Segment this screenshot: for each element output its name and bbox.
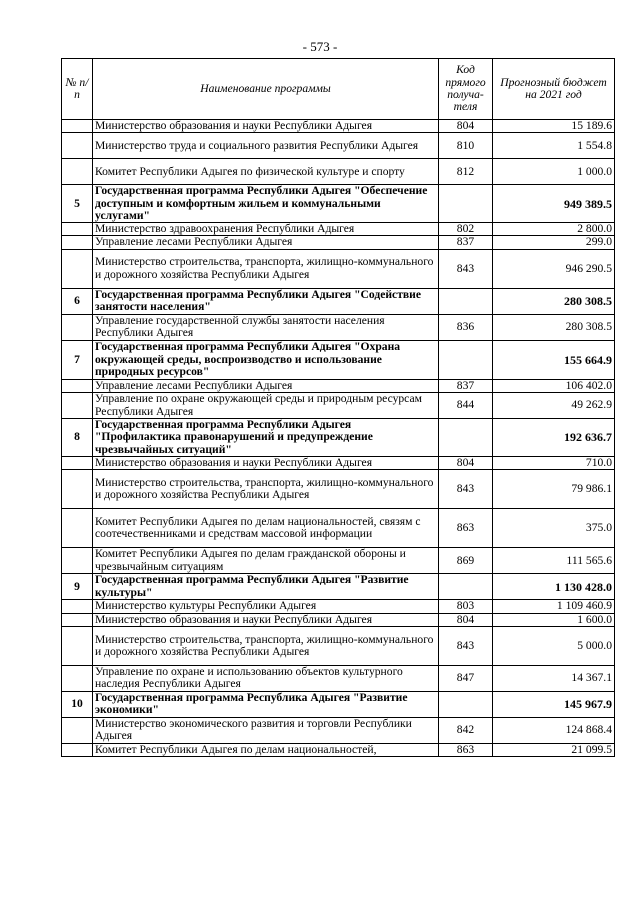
table-row	[62, 159, 615, 185]
table-row	[62, 393, 615, 419]
budget-amount: 1 600.0	[493, 613, 615, 626]
program-row	[62, 185, 615, 223]
row-number	[62, 223, 93, 236]
budget-amount: 299.0	[493, 236, 615, 249]
recipient-code: 843	[439, 249, 493, 288]
budget-amount: 1 554.8	[493, 133, 615, 159]
program-name: Министерство труда и социального развития Республики Адыгея	[93, 133, 439, 159]
row-number	[62, 717, 93, 743]
budget-amount: 155 664.9	[493, 340, 615, 379]
recipient-code: 812	[439, 159, 493, 185]
recipient-code: 844	[439, 393, 493, 419]
row-number: 6	[62, 288, 93, 314]
program-name: Комитет Республики Адыгея по делам национальностей, связям с соотечественниками и средствам массовой информации	[93, 509, 439, 548]
table-row	[62, 717, 615, 743]
program-name: Министерство здравоохранения Республики Адыгея	[93, 223, 439, 236]
table-row	[62, 743, 615, 756]
recipient-code: 863	[439, 743, 493, 756]
table-row	[62, 548, 615, 574]
recipient-code: 837	[439, 379, 493, 392]
budget-amount: 1 000.0	[493, 159, 615, 185]
program-name: Министерство образования и науки Республики Адыгея	[93, 613, 439, 626]
program-name: Министерство строительства, транспорта, жилищно-коммунального и дорожного хозяйства Республики Адыгея	[93, 470, 439, 509]
program-name: Министерство культуры Республики Адыгея	[93, 600, 439, 613]
row-number	[62, 626, 93, 665]
program-name: Государственная программа Республики Адыгея "Содействие занятости населения"	[93, 288, 439, 314]
recipient-code: 869	[439, 548, 493, 574]
table-header-row	[62, 59, 615, 120]
budget-amount: 710.0	[493, 456, 615, 469]
table-row	[62, 600, 615, 613]
table-row	[62, 223, 615, 236]
program-name: Государственная программа Республика Адыгея "Развитие экономики"	[93, 691, 439, 717]
program-name: Министерство образования и науки Республики Адыгея	[93, 120, 439, 133]
recipient-code	[439, 574, 493, 600]
row-number	[62, 743, 93, 756]
row-number	[62, 613, 93, 626]
budget-amount: 15 189.6	[493, 120, 615, 133]
budget-amount: 946 290.5	[493, 249, 615, 288]
row-number	[62, 665, 93, 691]
recipient-code	[439, 691, 493, 717]
row-number: 5	[62, 185, 93, 223]
row-number: 7	[62, 340, 93, 379]
budget-amount: 192 636.7	[493, 419, 615, 457]
recipient-code: 843	[439, 470, 493, 509]
recipient-code: 836	[439, 314, 493, 340]
table-row	[62, 314, 615, 340]
recipient-code: 863	[439, 509, 493, 548]
budget-amount: 145 967.9	[493, 691, 615, 717]
recipient-code: 802	[439, 223, 493, 236]
program-name: Государственная программа Республики Адыгея "Развитие культуры"	[93, 574, 439, 600]
table-row	[62, 665, 615, 691]
budget-table	[61, 58, 615, 757]
row-number	[62, 509, 93, 548]
budget-amount: 106 402.0	[493, 379, 615, 392]
recipient-code: 803	[439, 600, 493, 613]
row-number: 9	[62, 574, 93, 600]
row-number: 8	[62, 419, 93, 457]
row-number	[62, 470, 93, 509]
recipient-code: 843	[439, 626, 493, 665]
recipient-code	[439, 185, 493, 223]
header-forecast-budget: Прогнозный бюджет на 2021 год	[493, 59, 615, 120]
row-number	[62, 393, 93, 419]
budget-amount: 280 308.5	[493, 314, 615, 340]
row-number	[62, 548, 93, 574]
budget-amount: 21 099.5	[493, 743, 615, 756]
program-name: Министерство экономического развития и торговли Республики Адыгея	[93, 717, 439, 743]
header-program-name: Наименование программы	[93, 59, 439, 120]
budget-amount: 2 800.0	[493, 223, 615, 236]
recipient-code: 804	[439, 613, 493, 626]
budget-amount: 375.0	[493, 509, 615, 548]
recipient-code: 804	[439, 456, 493, 469]
page-number: - 573 -	[302, 39, 338, 54]
table-row	[62, 120, 615, 133]
budget-amount: 49 262.9	[493, 393, 615, 419]
budget-amount: 1 109 460.9	[493, 600, 615, 613]
row-number	[62, 133, 93, 159]
program-row	[62, 419, 615, 457]
program-name: Комитет Республики Адыгея по делам национальностей,	[93, 743, 439, 756]
recipient-code	[439, 340, 493, 379]
recipient-code: 842	[439, 717, 493, 743]
budget-amount: 949 389.5	[493, 185, 615, 223]
row-number	[62, 379, 93, 392]
budget-amount: 124 868.4	[493, 717, 615, 743]
table-row	[62, 613, 615, 626]
table-row	[62, 456, 615, 469]
program-name: Министерство образования и науки Республики Адыгея	[93, 456, 439, 469]
budget-amount: 111 565.6	[493, 548, 615, 574]
table-row	[62, 133, 615, 159]
row-number	[62, 120, 93, 133]
program-name: Управление государственной службы занятости населения Республики Адыгея	[93, 314, 439, 340]
program-name: Управление лесами Республики Адыгея	[93, 236, 439, 249]
row-number	[62, 600, 93, 613]
recipient-code: 847	[439, 665, 493, 691]
budget-amount: 5 000.0	[493, 626, 615, 665]
table-row	[62, 379, 615, 392]
program-row	[62, 288, 615, 314]
row-number	[62, 249, 93, 288]
program-name: Министерство строительства, транспорта, жилищно-коммунального и дорожного хозяйства Республики Адыгея	[93, 626, 439, 665]
header-number: № п/п	[62, 59, 93, 120]
program-name: Управление лесами Республики Адыгея	[93, 379, 439, 392]
program-name: Государственная программа Республики Адыгея "Профилактика правонарушений и предупреждение чрезвычайных ситуаций"	[93, 419, 439, 457]
recipient-code: 804	[439, 120, 493, 133]
program-name: Управление по охране окружающей среды и природным ресурсам Республики Адыгея	[93, 393, 439, 419]
program-name: Министерство строительства, транспорта, жилищно-коммунального и дорожного хозяйства Республики Адыгея	[93, 249, 439, 288]
row-number	[62, 456, 93, 469]
row-number	[62, 159, 93, 185]
table-row	[62, 236, 615, 249]
program-name: Государственная программа Республики Адыгея "Охрана окружающей среды, воспроизводство и использование природных ресурсов"	[93, 340, 439, 379]
budget-amount: 79 986.1	[493, 470, 615, 509]
recipient-code	[439, 288, 493, 314]
table-body	[62, 120, 615, 757]
program-row	[62, 691, 615, 717]
budget-amount: 1 130 428.0	[493, 574, 615, 600]
budget-amount: 280 308.5	[493, 288, 615, 314]
row-number	[62, 236, 93, 249]
program-name: Государственная программа Республики Адыгея "Обеспечение доступным и комфортным жильем и коммунальными услугами"	[93, 185, 439, 223]
row-number: 10	[62, 691, 93, 717]
program-name: Комитет Республики Адыгея по физической культуре и спорту	[93, 159, 439, 185]
row-number	[62, 314, 93, 340]
recipient-code: 837	[439, 236, 493, 249]
table-row	[62, 470, 615, 509]
program-row	[62, 340, 615, 379]
recipient-code: 810	[439, 133, 493, 159]
table-row	[62, 626, 615, 665]
table-row	[62, 249, 615, 288]
budget-amount: 14 367.1	[493, 665, 615, 691]
recipient-code	[439, 419, 493, 457]
program-name: Комитет Республики Адыгея по делам гражданской обороны и чрезвычайным ситуациям	[93, 548, 439, 574]
header-recipient-code: Код прямого получа-теля	[439, 59, 493, 120]
program-row	[62, 574, 615, 600]
program-name: Управление по охране и использованию объектов культурного наследия Республики Адыгея	[93, 665, 439, 691]
table-row	[62, 509, 615, 548]
